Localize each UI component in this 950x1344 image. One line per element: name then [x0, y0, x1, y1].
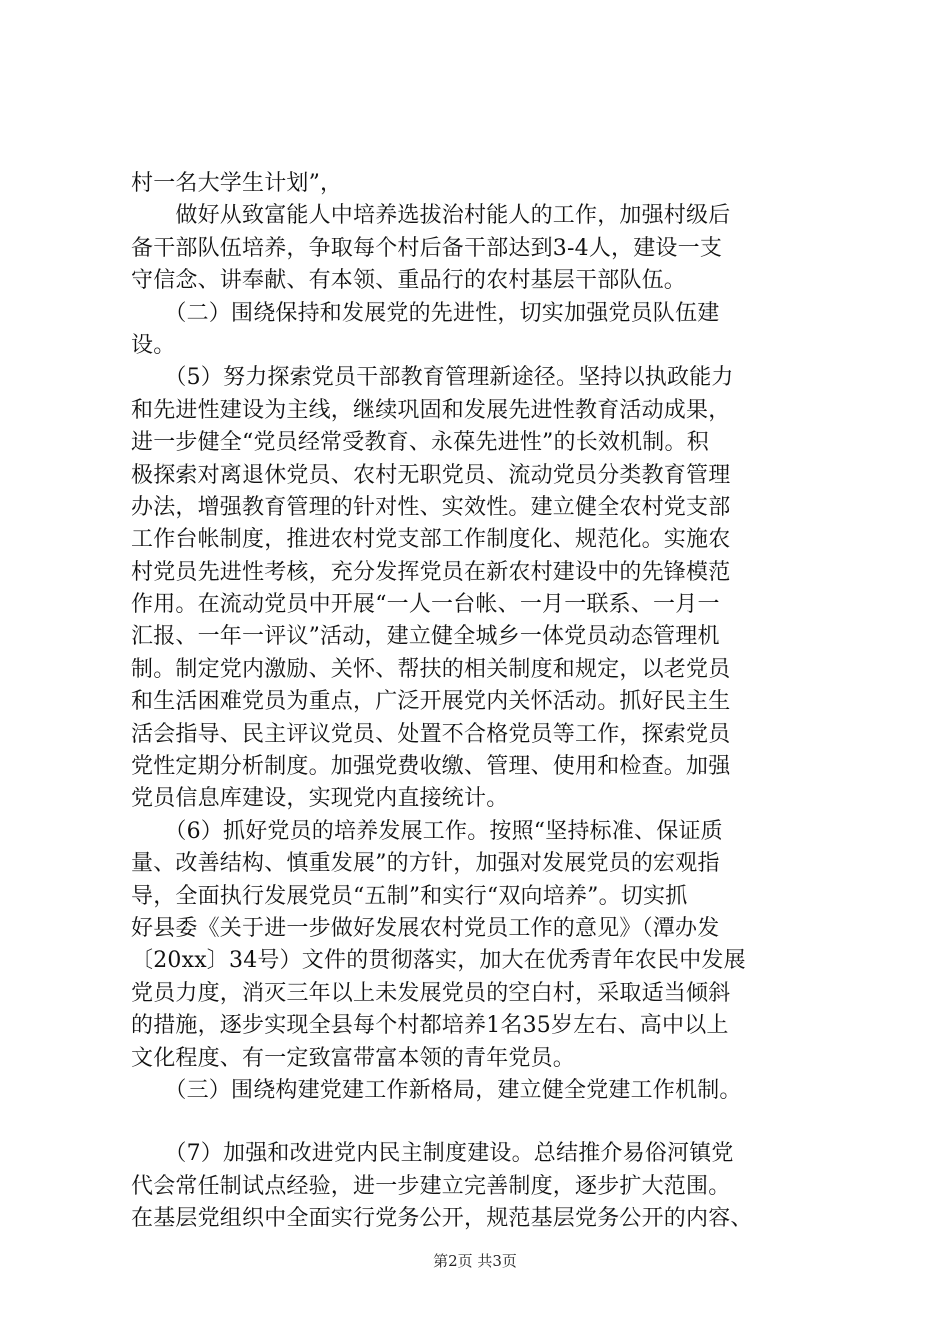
paragraph-gap: [131, 1107, 851, 1138]
text-line: 的措施，逐步实现全县每个村都培养1名35岁左右、高中以上: [131, 1013, 729, 1039]
text-line: 党性定期分析制度。加强党费收缴、管理、使用和检查。加强: [131, 754, 731, 780]
text-line: 办法，增强教育管理的针对性、实效性。建立健全农村党支部: [131, 494, 731, 520]
text-line: （三）围绕构建党建工作新格局，建立健全党建工作机制。: [131, 1077, 742, 1103]
text-line: 导，全面执行发展党员“五制”和实行“双向培养”。切实抓: [131, 883, 688, 909]
text-line: 代会常任制试点经验，进一步建立完善制度，逐步扩大范围。: [131, 1173, 731, 1199]
text-line: （7）加强和改进党内民主制度建设。总结推介易俗河镇党: [131, 1141, 734, 1167]
text-line: 和生活困难党员为重点，广泛开展党内关怀活动。抓好民主生: [131, 689, 731, 715]
text-line: 村党员先进性考核，充分发挥党员在新农村建设中的先锋模范: [131, 559, 731, 585]
text-line: （6）抓好党员的培养发展工作。按照“坚持标准、保证质: [131, 818, 723, 844]
text-line: 在基层党组织中全面实行党务公开，规范基层党务公开的内容、: [131, 1206, 753, 1232]
text-line: 备干部队伍培养，争取每个村后备干部达到3-4人，建设一支: [131, 235, 723, 261]
text-line: 村一名大学生计划”，: [131, 171, 343, 196]
text-line: 〔20xx〕34号）文件的贯彻落实，加大在优秀青年农民中发展: [131, 948, 746, 974]
text-line: 作用。在流动党员中开展“一人一台帐、一月一联系、一月一: [131, 592, 720, 618]
text-line: 好县委《关于进一步做好发展农村党员工作的意见》（潭办发: [131, 915, 720, 941]
page-footer: 第2页 共3页: [433, 1252, 517, 1270]
text-line: 工作台帐制度，推进农村党支部工作制度化、规范化。实施农: [131, 527, 731, 553]
text-line: 做好从致富能人中培养选拔治村能人的工作，加强村级后: [131, 203, 731, 229]
text-line: 党员力度，消灭三年以上未发展党员的空白村，采取适当倾斜: [131, 980, 731, 1006]
text-line: 守信念、讲奉献、有本领、重品行的农村基层干部队伍。: [131, 268, 687, 294]
text-line: 量、改善结构、慎重发展”的方针，加强对发展党员的宏观指: [131, 851, 720, 877]
text-line: 和先进性建设为主线，继续巩固和发展先进性教育活动成果，: [131, 397, 731, 423]
document-body: [131, 168, 851, 1236]
text-line: 极探索对离退休党员、农村无职党员、流动党员分类教育管理: [131, 462, 731, 488]
text-line: 党员信息库建设，实现党内直接统计。: [131, 786, 509, 812]
text-line: 文化程度、有一定致富带富本领的青年党员。: [131, 1045, 576, 1071]
text-line: （5）努力探索党员干部教育管理新途径。坚持以执政能力: [131, 365, 734, 391]
text-line: （二）围绕保持和发展党的先进性，切实加强党员队伍建: [131, 300, 720, 326]
text-line: 活会指导、民主评议党员、处置不合格党员等工作，探索党员: [131, 721, 731, 747]
text-line: 设。: [131, 332, 176, 358]
text-line: 进一步健全“党员经常受教育、永葆先进性”的长效机制。积: [131, 430, 709, 456]
text-line: 汇报、一年一评议”活动，建立健全城乡一体党员动态管理机: [131, 624, 720, 650]
text-line: 制。制定党内激励、关怀、帮扶的相关制度和规定，以老党员: [131, 656, 731, 682]
